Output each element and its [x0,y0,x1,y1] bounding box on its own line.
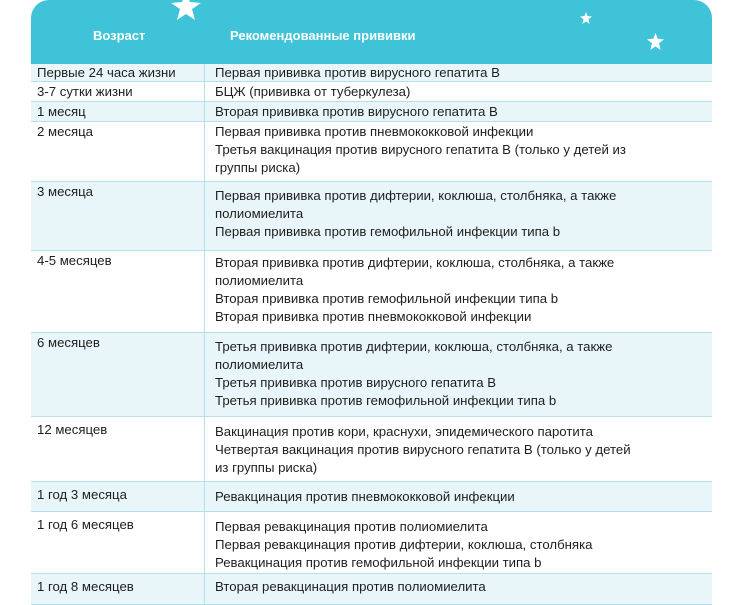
vaccine-line: группы риска) [215,160,301,175]
table-row [31,182,712,251]
vaccines-cell [205,333,712,416]
vaccine-line: Вторая прививка против дифтерии, коклюша, столбняка, а также [215,255,615,270]
vaccines-cell [205,251,712,332]
table-row [31,417,712,482]
table-row [31,102,712,122]
vaccine-line: Третья вакцинация против вирусного гепатита В (только у детей из [215,142,626,157]
age-cell: 1 год 8 месяцев [31,574,205,604]
vaccine-line: Первая ревакцинация против дифтерии, коклюша, столбняка [215,537,593,552]
age-cell: 1 год 6 месяцев [31,512,205,573]
vaccines-cell [205,182,712,250]
star-icon [169,0,203,22]
vaccine-line: полиомиелита [215,206,304,221]
vaccine-line: БЦЖ (прививка от туберкулеза) [215,84,411,99]
table-row [31,512,712,574]
vaccination-table [31,64,712,605]
table-row [31,64,712,82]
vaccines-cell [205,64,712,81]
table-row [31,251,712,333]
star-icon [647,33,664,50]
table-row [31,82,712,102]
vaccines-cell [205,482,712,511]
vaccine-line: Вторая прививка против вирусного гепатита В [215,104,498,119]
vaccine-line: Третья прививка против дифтерии, коклюша, столбняка, а также [215,339,613,354]
star-icon [580,12,592,24]
age-column-header: Возраст [93,28,146,43]
table-row [31,122,712,182]
table-row [31,482,712,512]
age-cell: 3 месяца [31,182,205,250]
vaccines-cell [205,82,712,101]
vaccines-column-header: Рекомендованные прививки [230,28,416,43]
vaccine-line: Третья прививка против вирусного гепатита В [215,375,496,390]
vaccine-line: Вторая ревакцинация против полиомиелита [215,579,486,594]
vaccine-line: Вакцинация против кори, краснухи, эпидемического паротита [215,424,593,439]
vaccines-cell [205,122,712,181]
age-cell: 4-5 месяцев [31,251,205,332]
vaccine-line: Первая прививка против гемофильной инфекции типа b [215,224,561,239]
table-header [31,0,712,64]
vaccine-line: Третья прививка против гемофильной инфекции типа b [215,393,557,408]
table-row [31,574,712,605]
age-cell: 1 год 3 месяца [31,482,205,511]
vaccine-line: Первая ревакцинация против полиомиелита [215,519,488,534]
vaccine-line: Первая прививка против вирусного гепатита В [215,65,500,80]
vaccine-line: из группы риска) [215,460,318,475]
age-cell: 2 месяца [31,122,205,181]
age-cell: 6 месяцев [31,333,205,416]
vaccine-line: полиомиелита [215,273,304,288]
vaccine-line: Ревакцинация против гемофильной инфекции типа b [215,555,542,570]
vaccine-line: Первая прививка против пневмококковой инфекции [215,124,534,139]
age-cell: 1 месяц [31,102,205,121]
vaccine-line: Четвертая вакцинация против вирусного гепатита В (только у детей [215,442,631,457]
vaccine-line: полиомиелита [215,357,304,372]
vaccines-cell [205,102,712,121]
vaccines-cell [205,512,712,573]
vaccine-line: Ревакцинация против пневмококковой инфекции [215,489,515,504]
age-cell: 12 месяцев [31,417,205,481]
age-cell: 3-7 сутки жизни [31,82,205,101]
vaccine-line: Вторая прививка против гемофильной инфекции типа b [215,291,559,306]
vaccine-line: Первая прививка против дифтерии, коклюша, столбняка, а также [215,188,617,203]
age-cell: Первые 24 часа жизни [31,64,205,81]
vaccine-line: Вторая прививка против пневмококковой инфекции [215,309,532,324]
vaccines-cell [205,417,712,481]
table-row [31,333,712,417]
